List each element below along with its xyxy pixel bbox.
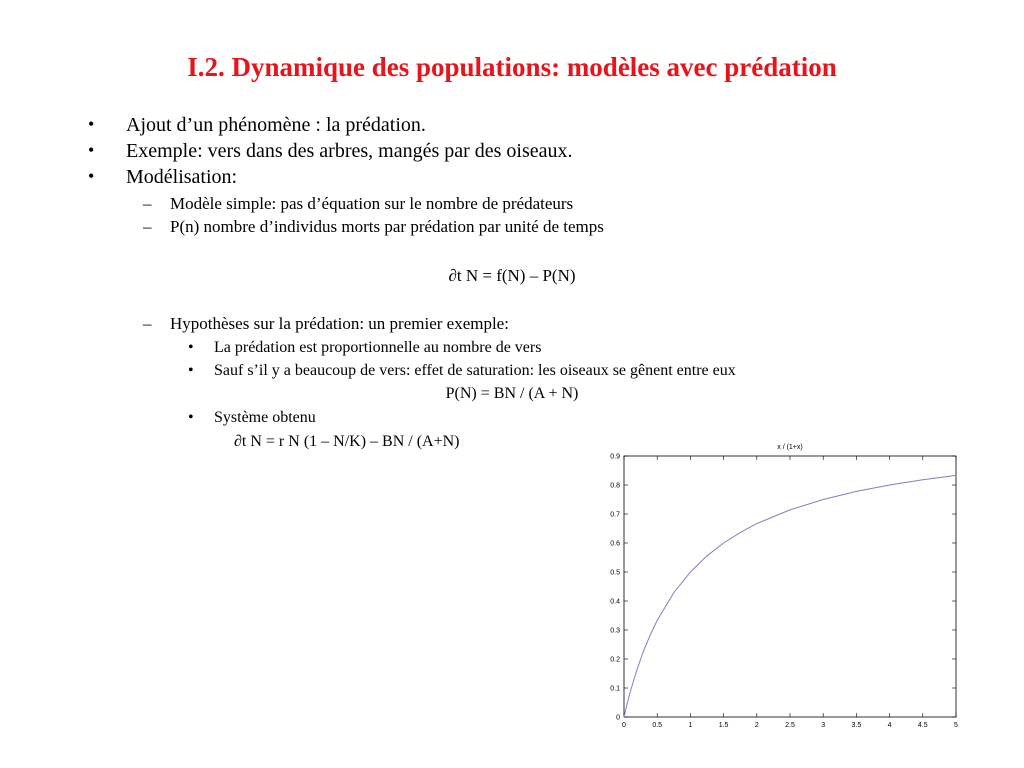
sub-item: [0, 194, 1024, 216]
y-tick-label: 0.8: [610, 482, 620, 490]
sub-item: [0, 217, 1024, 239]
y-tick-label: 0.1: [610, 685, 620, 693]
x-tick-label: 1: [688, 722, 693, 729]
dash-marker: –: [143, 194, 152, 213]
slide-title: I.2. Dynamique des populations: modèles avec prédation: [187, 52, 837, 82]
hypotheses-label: Hypothèses sur la prédation: un premier exemple:: [170, 314, 509, 333]
y-tick-label: 0.5: [610, 569, 620, 577]
bullet-item: [0, 166, 1024, 192]
bullet-item: [0, 140, 1024, 166]
x-tick-label: 5: [954, 722, 958, 729]
bullet-marker: •: [188, 409, 194, 426]
y-tick-label: 0.4: [610, 598, 620, 606]
bullet-marker: •: [88, 166, 95, 186]
dash-marker: –: [143, 314, 152, 333]
hypothesis-text: Sauf s’il y a beaucoup de vers: effet de saturation: les oiseaux se gênent entre eux: [214, 362, 736, 379]
bullet-marker: •: [88, 140, 95, 160]
equation-system: ∂t N = r N (1 – N/K) – BN / (A+N): [234, 433, 460, 450]
plot-frame: [624, 456, 956, 717]
bullet-text: Modélisation:: [126, 166, 238, 188]
hypothesis-text: La prédation est proportionnelle au nombre de vers: [214, 339, 542, 356]
y-tick-label: 0.3: [610, 627, 620, 635]
equation-dynamics: ∂t N = f(N) – P(N): [448, 266, 576, 285]
x-tick-label: 0: [622, 722, 626, 729]
hypothesis-item: [0, 362, 1024, 384]
bullet-text: Exemple: vers dans des arbres, mangés par des oiseaux.: [126, 140, 573, 162]
equation-predation: P(N) = BN / (A + N): [445, 385, 579, 402]
sub-item-text: P(n) nombre d’individus morts par prédation par unité de temps: [170, 217, 604, 236]
y-tick-label: 0.2: [610, 656, 620, 664]
system-item: [0, 409, 1024, 431]
hypothesis-item: [0, 339, 1024, 361]
chart-title: x / (1+x): [777, 444, 803, 451]
bullet-marker: •: [188, 362, 194, 379]
bullet-text: Ajout d’un phénomène : la prédation.: [126, 114, 426, 136]
bullet-marker: •: [88, 114, 95, 134]
x-tick-label: 4: [887, 722, 892, 729]
sub-item: [0, 314, 1024, 336]
y-tick-label: 0.7: [610, 511, 620, 519]
x-tick-label: 0.5: [652, 722, 663, 729]
bullet-marker: •: [188, 339, 194, 356]
x-tick-label: 2: [754, 722, 759, 729]
y-tick-label: 0.9: [610, 453, 620, 461]
bullet-item: [0, 114, 1024, 140]
x-tick-label: 3: [821, 722, 826, 729]
x-tick-label: 2.5: [785, 722, 795, 729]
x-tick-label: 3.5: [851, 722, 862, 729]
function-plot: [592, 438, 972, 738]
system-label: Système obtenu: [214, 409, 316, 426]
x-tick-label: 1.5: [718, 722, 729, 729]
y-tick-label: 0: [616, 714, 620, 722]
x-tick-label: 4.5: [917, 722, 928, 729]
dash-marker: –: [143, 217, 152, 236]
y-tick-label: 0.6: [610, 540, 620, 548]
sub-item-text: Modèle simple: pas d’équation sur le nombre de prédateurs: [170, 194, 574, 213]
